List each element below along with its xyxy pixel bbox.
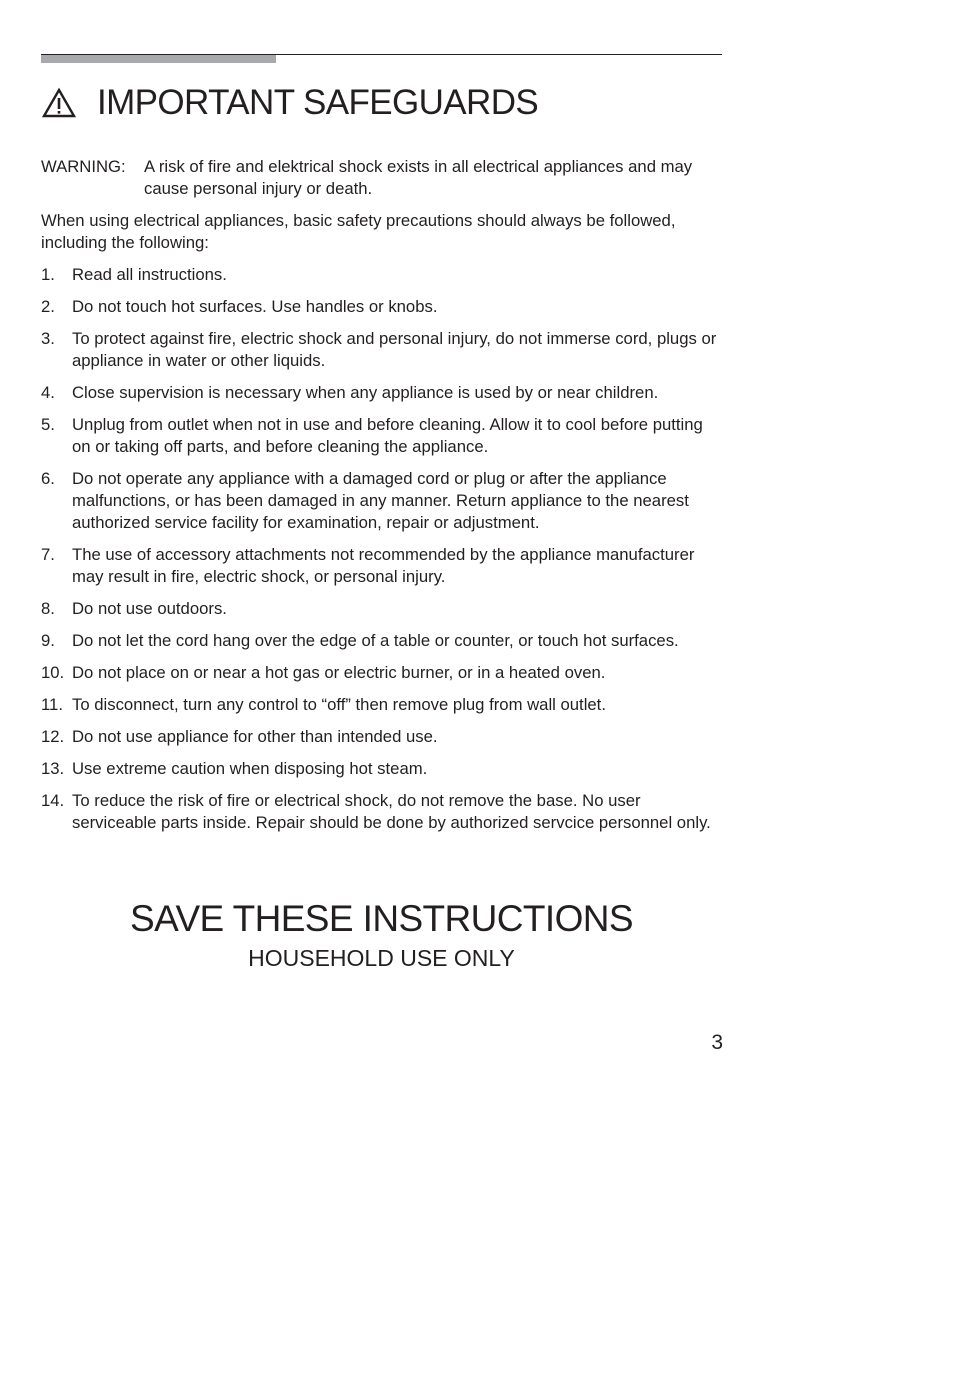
list-item-number: 14. bbox=[41, 791, 65, 810]
warning-text: A risk of fire and elektrical shock exists in all electrical appliances and may cause personal injury or death. bbox=[144, 157, 693, 198]
list-item bbox=[41, 328, 722, 372]
list-item-number: 12. bbox=[41, 727, 65, 746]
list-item-number: 13. bbox=[41, 759, 65, 778]
list-item-number: 8. bbox=[41, 599, 55, 618]
warning-block bbox=[41, 156, 722, 200]
list-item bbox=[41, 264, 722, 286]
list-item bbox=[41, 382, 722, 404]
list-item-text: To reduce the risk of fire or electrical shock, do not remove the base. No user serviceable parts inside. Repair should be done by authorized servcice personnel only. bbox=[72, 791, 711, 832]
list-item-text: Unplug from outlet when not in use and before cleaning. Allow it to cool before putting on or taking off parts, and before cleaning the appliance. bbox=[72, 415, 703, 456]
list-item-number: 11. bbox=[41, 695, 63, 714]
warning-triangle-icon bbox=[41, 87, 77, 119]
list-item-number: 4. bbox=[41, 383, 55, 402]
list-item-text: The use of accessory attachments not recommended by the appliance manufacturer may result in fire, electric shock, or personal injury. bbox=[72, 545, 695, 586]
safeguards-list bbox=[41, 264, 722, 844]
page-number: 3 bbox=[711, 1031, 723, 1054]
list-item-text: Read all instructions. bbox=[72, 265, 227, 284]
list-item-text: Use extreme caution when disposing hot steam. bbox=[72, 759, 428, 778]
list-item-number: 1. bbox=[41, 265, 55, 284]
list-item bbox=[41, 598, 722, 620]
list-item-number: 10. bbox=[41, 663, 65, 682]
list-item-number: 3. bbox=[41, 329, 55, 348]
page-title: IMPORTANT SAFEGUARDS bbox=[97, 83, 539, 122]
list-item-text: Do not use outdoors. bbox=[72, 599, 227, 618]
household-use-subheading: HOUSEHOLD USE ONLY bbox=[248, 945, 515, 971]
list-item bbox=[41, 662, 722, 684]
list-item bbox=[41, 694, 722, 716]
intro-paragraph: When using electrical appliances, basic safety precautions should always be followed, including the following: bbox=[41, 211, 676, 252]
list-item-text: Do not place on or near a hot gas or electric burner, or in a heated oven. bbox=[72, 663, 606, 682]
list-item bbox=[41, 414, 722, 458]
list-item bbox=[41, 630, 722, 652]
list-item-number: 5. bbox=[41, 415, 55, 434]
list-item-number: 6. bbox=[41, 469, 55, 488]
list-item bbox=[41, 468, 722, 534]
header-accent-bar bbox=[41, 55, 276, 63]
list-item-number: 9. bbox=[41, 631, 55, 650]
save-instructions-heading: SAVE THESE INSTRUCTIONS bbox=[130, 898, 633, 939]
list-item bbox=[41, 758, 722, 780]
warning-label: WARNING: bbox=[41, 157, 126, 176]
list-item-number: 2. bbox=[41, 297, 55, 316]
list-item bbox=[41, 544, 722, 588]
list-item-text: Do not touch hot surfaces. Use handles or knobs. bbox=[72, 297, 438, 316]
list-item bbox=[41, 726, 722, 748]
list-item bbox=[41, 296, 722, 318]
list-item-number: 7. bbox=[41, 545, 55, 564]
title-row bbox=[41, 83, 538, 123]
list-item-text: Do not operate any appliance with a damaged cord or plug or after the appliance malfunctions, or has been damaged in any manner. Return appliance to the nearest authorized service facility for examination, repair or adjustment. bbox=[72, 469, 689, 532]
list-item-text: Close supervision is necessary when any appliance is used by or near children. bbox=[72, 383, 659, 402]
list-item-text: Do not use appliance for other than intended use. bbox=[72, 727, 438, 746]
list-item-text: To protect against fire, electric shock and personal injury, do not immerse cord, plugs or appliance in water or other liquids. bbox=[72, 329, 717, 370]
list-item-text: Do not let the cord hang over the edge of a table or counter, or touch hot surfaces. bbox=[72, 631, 679, 650]
list-item-text: To disconnect, turn any control to “off” then remove plug from wall outlet. bbox=[72, 695, 606, 714]
list-item bbox=[41, 790, 722, 834]
